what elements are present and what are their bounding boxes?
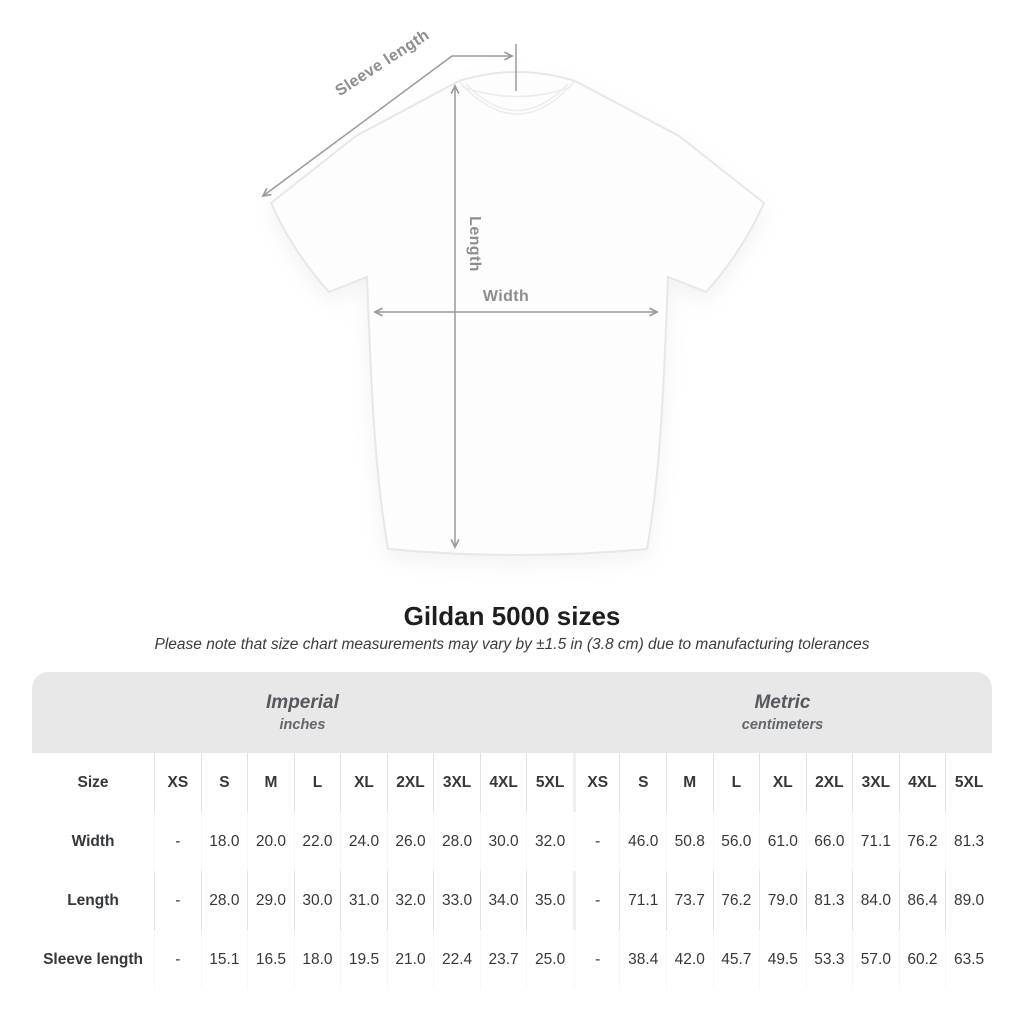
table-cell: 66.0 — [806, 812, 853, 871]
table-cell: 25.0 — [526, 930, 573, 989]
table-cell: 28.0 — [433, 812, 480, 871]
table-cell: 61.0 — [759, 812, 806, 871]
table-row — [32, 871, 992, 930]
imperial-unit: inches — [279, 717, 326, 733]
table-cell: 71.1 — [852, 812, 899, 871]
table-cell: 5XL — [945, 753, 992, 812]
row-label: Size — [32, 753, 154, 812]
table-cell: 63.5 — [945, 930, 992, 989]
table-cell: 21.0 — [387, 930, 434, 989]
metric-label: Metric — [754, 692, 811, 713]
table-cell: 76.2 — [899, 812, 946, 871]
table-cell: 76.2 — [713, 871, 760, 930]
table-cell: 34.0 — [480, 871, 527, 930]
table-cell: 38.4 — [619, 930, 666, 989]
page-title: Gildan 5000 sizes — [403, 601, 621, 631]
table-cell: 30.0 — [480, 812, 527, 871]
table-cell: S — [201, 753, 248, 812]
tshirt-outline — [271, 72, 764, 555]
table-cell: 86.4 — [899, 871, 946, 930]
table-cell: 5XL — [526, 753, 573, 812]
table-cell: 84.0 — [852, 871, 899, 930]
table-cell: - — [573, 812, 620, 871]
table-cell: 2XL — [387, 753, 434, 812]
table-cell: - — [573, 930, 620, 989]
width-label: Width — [482, 288, 530, 305]
table-cell: M — [247, 753, 294, 812]
sleeve-length-label: Sleeve length — [332, 26, 433, 100]
table-cell: L — [713, 753, 760, 812]
row-label: Length — [32, 871, 154, 930]
table-cell: XS — [573, 753, 620, 812]
metric-header — [573, 672, 992, 753]
tolerance-note: Please note that size chart measurements may vary by ±1.5 in (3.8 cm) due to manufacturing tolerances — [154, 636, 870, 653]
table-cell: 24.0 — [340, 812, 387, 871]
table-cell: 56.0 — [713, 812, 760, 871]
table-cell: 2XL — [806, 753, 853, 812]
table-cell: - — [573, 871, 620, 930]
table-cell: 35.0 — [526, 871, 573, 930]
table-cell: 28.0 — [201, 871, 248, 930]
table-cell: 18.0 — [201, 812, 248, 871]
table-cell: 42.0 — [666, 930, 713, 989]
table-cell: - — [154, 812, 201, 871]
table-cell: 20.0 — [247, 812, 294, 871]
table-cell: 29.0 — [247, 871, 294, 930]
table-cell: 81.3 — [945, 812, 992, 871]
length-label: Length — [466, 216, 483, 272]
table-row — [32, 812, 992, 871]
table-cell: 22.4 — [433, 930, 480, 989]
table-cell: 4XL — [480, 753, 527, 812]
metric-unit: centimeters — [741, 717, 824, 733]
table-cell: 33.0 — [433, 871, 480, 930]
imperial-header — [32, 672, 573, 753]
table-cell: 3XL — [852, 753, 899, 812]
table-cell: 30.0 — [294, 871, 341, 930]
table-cell: L — [294, 753, 341, 812]
table-cell: XL — [759, 753, 806, 812]
table-cell: 3XL — [433, 753, 480, 812]
table-cell: 79.0 — [759, 871, 806, 930]
table-cell: XS — [154, 753, 201, 812]
unit-band-row — [32, 672, 992, 753]
table-cell: XL — [340, 753, 387, 812]
row-label: Sleeve length — [32, 930, 154, 989]
table-cell: 16.5 — [247, 930, 294, 989]
table-cell: 26.0 — [387, 812, 434, 871]
table-cell: M — [666, 753, 713, 812]
table-cell: - — [154, 871, 201, 930]
table-cell: 60.2 — [899, 930, 946, 989]
table-cell: 81.3 — [806, 871, 853, 930]
table-cell: 23.7 — [480, 930, 527, 989]
table-cell: 50.8 — [666, 812, 713, 871]
size-table-body — [32, 753, 992, 989]
size-table — [32, 672, 992, 989]
heading-block — [0, 601, 1024, 654]
table-cell: 57.0 — [852, 930, 899, 989]
table-cell: 31.0 — [340, 871, 387, 930]
table-row — [32, 930, 992, 989]
table-cell: 22.0 — [294, 812, 341, 871]
table-cell: 73.7 — [666, 871, 713, 930]
imperial-label: Imperial — [266, 692, 339, 713]
size-header-row — [32, 753, 992, 812]
table-cell: 32.0 — [387, 871, 434, 930]
table-cell: 49.5 — [759, 930, 806, 989]
table-cell: 46.0 — [619, 812, 666, 871]
table-cell: - — [154, 930, 201, 989]
table-cell: 15.1 — [201, 930, 248, 989]
table-cell: S — [619, 753, 666, 812]
table-cell: 4XL — [899, 753, 946, 812]
row-label: Width — [32, 812, 154, 871]
table-cell: 53.3 — [806, 930, 853, 989]
table-cell: 71.1 — [619, 871, 666, 930]
table-cell: 45.7 — [713, 930, 760, 989]
table-cell: 89.0 — [945, 871, 992, 930]
table-cell: 19.5 — [340, 930, 387, 989]
table-cell: 18.0 — [294, 930, 341, 989]
table-cell: 32.0 — [526, 812, 573, 871]
